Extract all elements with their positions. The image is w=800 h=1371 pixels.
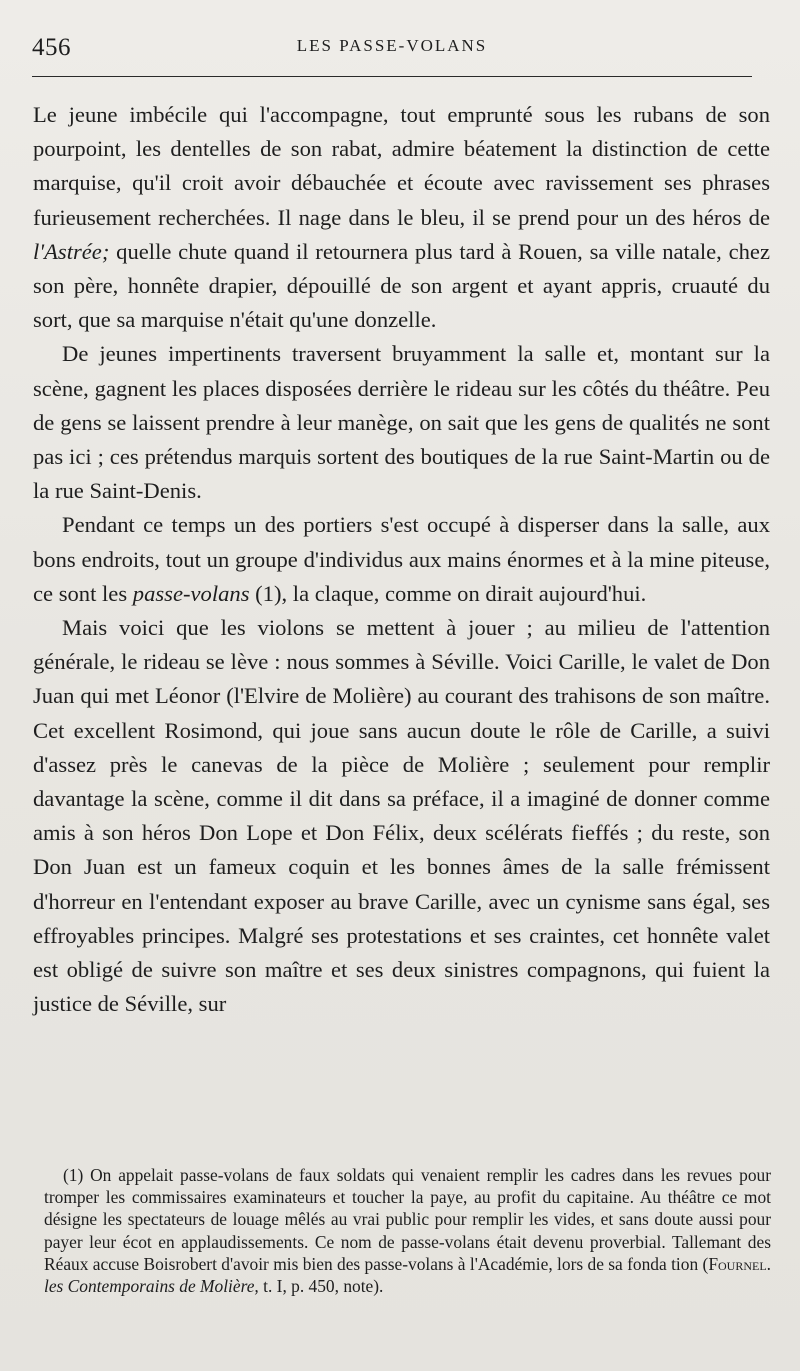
- paragraph-4: Mais voici que les violons se mettent à jouer ; au milieu de l'attention générale, le rideau se lève : nous sommes à Séville. Voici Carille, le valet de Don Juan qui met Léonor (l'Elvire de Molière) au courant des trahisons de son maître. Cet excellent Rosimond, qui joue sans aucun doute le rôle de Carille, a suivi d'assez près le canevas de la pièce de Molière ; seulement pour remplir davantage la scène, comme il dit dans sa préface, il a imaginé de donner comme amis à son héros Don Lope et Don Félix, deux scélérats fieffés ; du reste, son Don Juan est un fameux coquin et les bonnes âmes de la salle frémissent d'horreur en l'entendant exposer au brave Carille, avec un cynisme sans égal, ses effroyables principes. Malgré ses protestations et ses craintes, cet honnête valet est obligé de suivre son maître et ses deux sinistres compagnons, qui fuient la justice de Séville, sur: [33, 615, 770, 1017]
- footnote-reference: t. I, p. 450, note).: [258, 1276, 384, 1297]
- footnote-1: [44, 1164, 771, 1297]
- footnote-work-title: les Contemporains de Molière,: [44, 1276, 259, 1297]
- page-number: 456: [32, 34, 71, 61]
- footnote-section: [44, 1164, 771, 1297]
- running-title: LES PASSE-VOLANS: [296, 36, 488, 55]
- paragraph-3: [33, 508, 770, 611]
- paragraph-1-tail: quelle chute quand il retournera plus tard à Rouen, sa ville natale, chez son père, honnête drapier, dépouillé de son argent et ayant appris, cruauté du sort, que sa marquise n'était qu'une donzelle.: [33, 238, 770, 333]
- paragraph-3-emphasis: passe-volans: [132, 580, 250, 606]
- paragraph-3-tail: (1), la claque, comme on dirait aujourd'hui.: [249, 580, 647, 606]
- paragraph-2: De jeunes impertinents traversent bruyamment la salle et, montant sur la scène, gagnent les places disposées derrière le rideau sur les côtés du théâtre. Peu de gens se laissent prendre à leur manège, on sait que les gens de qualités ne sont pas ici ; ces prétendus marquis sortent des boutiques de la rue Saint-Martin ou de la rue Saint-Denis.: [33, 341, 770, 504]
- page-header: [32, 28, 752, 68]
- paragraph-1-text: Le jeune imbécile qui l'accompagne, tout emprunté sous les rubans de son pourpoint, les dentelles de son rabat, admire béatement la distinction de cette marquise, qu'il croit avoir débauchée et écoute avec ravissement ses phrases furieusement recherchées. Il nage dans le bleu, il se prend pour un des héros de: [33, 102, 770, 230]
- paragraph-3-text: Pendant ce temps un des portiers s'est occupé à disperser dans la salle, aux bons endroits, tout un groupe d'individus aux mains énormes et à la mine piteuse, ce sont les: [33, 512, 770, 606]
- footnote-author: Fournel.: [708, 1253, 771, 1274]
- footnote-1-text: (1) On appelait passe-volans de faux soldats qui venaient remplir les cadres dans les revues pour tromper les commissaires examinateurs et toucher la paye, au profit du capitaine. Au théâtre ce mot désigne les spectateurs de louage mêlés au vrai public pour remplir les vides, et sans doute aussi pour payer leur écot en applaudissements. Ce nom de passe-volans était devenu proverbial. Tallemant des Réaux accuse Boisrobert d'avoir mis bien des passe-volans à l'Académie, lors de sa fonda tion (: [44, 1165, 771, 1274]
- main-text: [33, 98, 770, 1021]
- paragraph-1: [33, 98, 770, 337]
- paragraph-1-emphasis: l'Astrée;: [33, 238, 110, 264]
- header-rule: [32, 76, 752, 77]
